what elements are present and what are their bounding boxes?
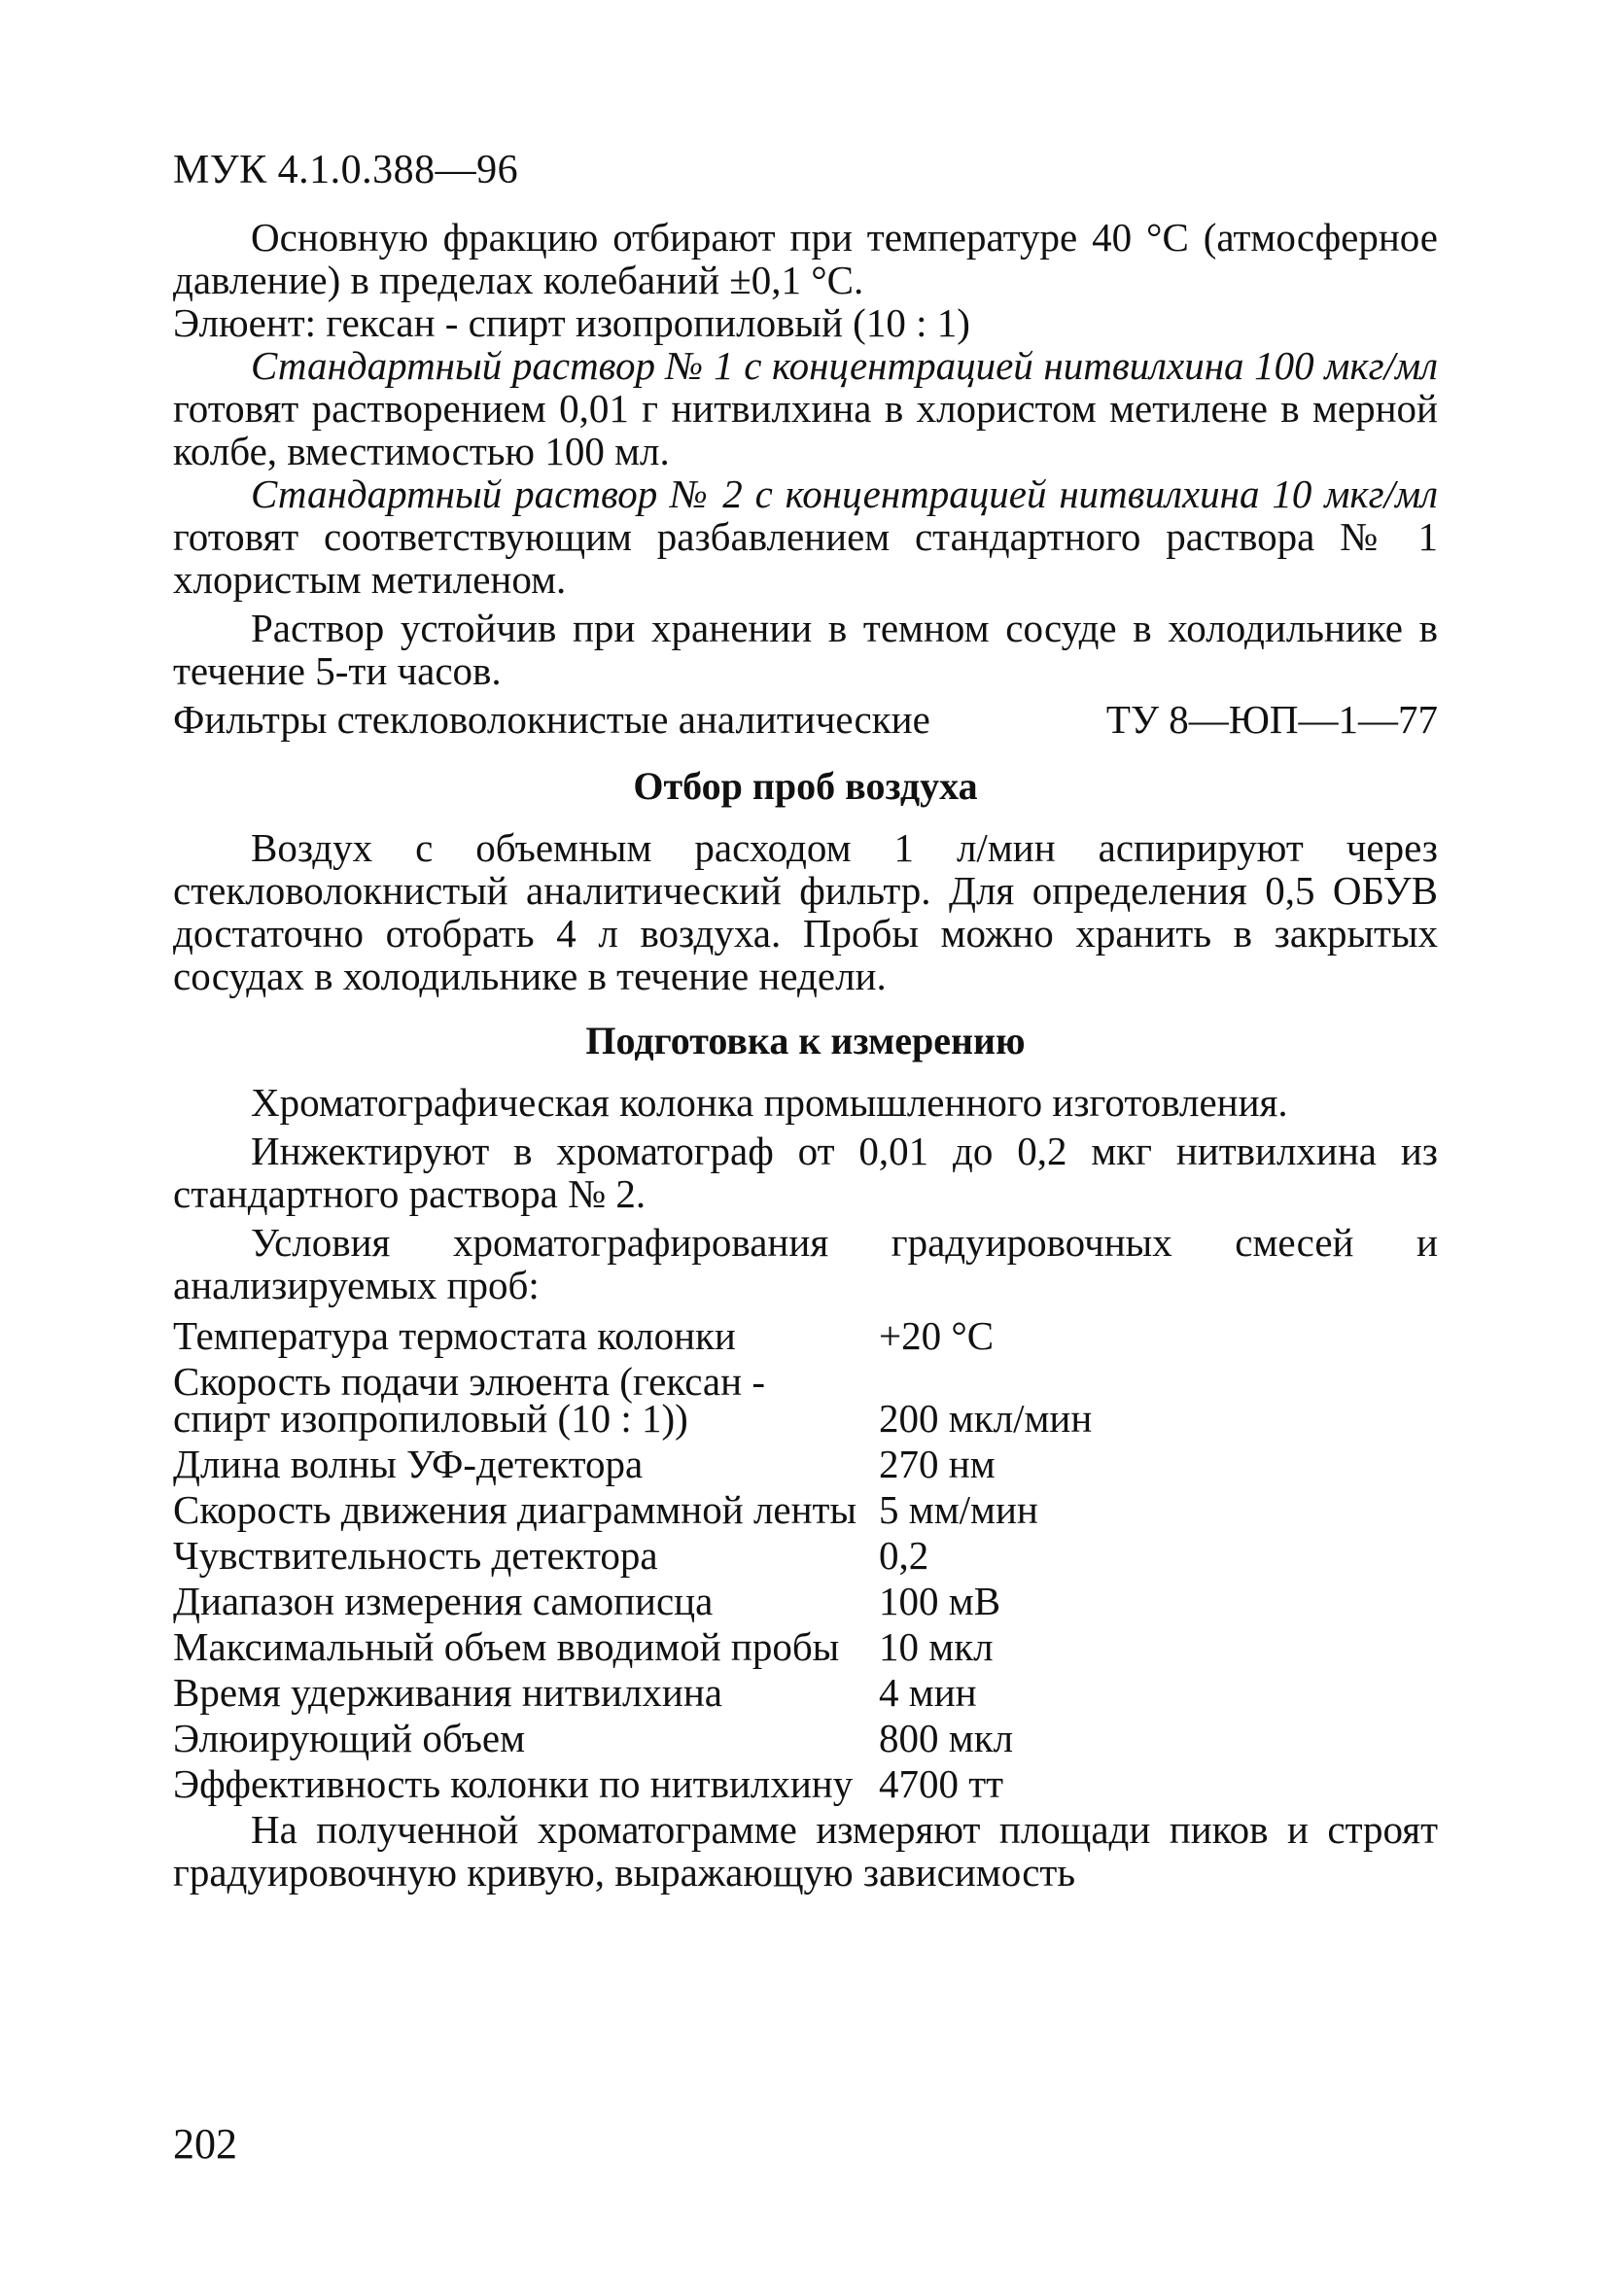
condition-value: 10 мкл bbox=[879, 1624, 994, 1669]
standard-solution-2-text: готовят соответствующим разбавлением стандартного раствора № 1 хлористым метиленом. bbox=[173, 514, 1438, 602]
condition-value: 270 нм bbox=[879, 1442, 996, 1486]
section-title-preparation: Подготовка к измерению bbox=[585, 1019, 1026, 1062]
condition-row bbox=[173, 1360, 1438, 1443]
paragraph-conditions-intro: Условия хроматографирования градуировочных смесей и анализируемых проб: bbox=[173, 1220, 1438, 1307]
paragraph-sampling: Воздух с объемным расходом 1 л/мин аспирируют через стекловолокнистый аналитический фильтр. Для определения 0,5 ОБУВ достаточно отобрать 4 л воздуха. Пробы можно хранить в закрытых сосудах в холодильнике в течение недели. bbox=[173, 825, 1438, 998]
condition-row bbox=[173, 1488, 1438, 1534]
condition-label: Элюирующий объем bbox=[173, 1716, 526, 1760]
condition-label: Скорость движения диаграммной ленты bbox=[173, 1487, 857, 1532]
condition-value: 4 мин bbox=[879, 1670, 977, 1715]
standard-solution-1-title: Стандартный раствор № 1 с концентрацией нитвилхина 100 мкг/мл bbox=[251, 343, 1438, 388]
condition-value: 200 мкл/мин bbox=[879, 1396, 1093, 1441]
condition-label: Скорость подачи элюента (гексан - спирт изопропиловый (10 : 1)) bbox=[173, 1359, 765, 1441]
filters-spec: ТУ 8—ЮП—1—77 bbox=[1105, 697, 1438, 742]
paragraph-standard-solution-2 bbox=[173, 472, 1438, 601]
condition-row bbox=[173, 1671, 1438, 1717]
condition-label: Длина волны УФ-детектора bbox=[173, 1442, 644, 1486]
paragraph-stability: Раствор устойчив при хранении в темном сосуде в холодильнике в течение 5-ти часов. bbox=[173, 606, 1438, 693]
condition-label: Чувствительность детектора bbox=[173, 1533, 658, 1578]
paragraph-injection: Инжектируют в хроматограф от 0,01 до 0,2 мкг нитвилхина из стандартного раствора № 2. bbox=[173, 1129, 1438, 1216]
standard-solution-1-text: готовят растворением 0,01 г нитвилхина в хлористом метилене в мерной колбе, вместимостью 100 мл. bbox=[173, 386, 1438, 473]
section-title-sampling: Отбор проб воздуха bbox=[633, 764, 978, 808]
condition-value: +20 °С bbox=[879, 1313, 995, 1358]
condition-value: 5 мм/мин bbox=[879, 1487, 1038, 1532]
condition-label: Эффективность колонки по нитвилхину bbox=[173, 1761, 854, 1806]
standard-solution-2-title: Стандартный раствор № 2 с концентрацией нитвилхина 10 мкг/мл bbox=[251, 471, 1438, 516]
condition-label: Диапазон измерения самописца bbox=[173, 1579, 714, 1623]
condition-label: Время удерживания нитвилхина bbox=[173, 1670, 722, 1715]
condition-row bbox=[173, 1580, 1438, 1625]
page-number: 202 bbox=[173, 2120, 237, 2168]
condition-row bbox=[173, 1625, 1438, 1671]
paragraph-chromatogram: На полученной хроматограмме измеряют площади пиков и строят градуировочную кривую, выражающую зависимость bbox=[173, 1807, 1438, 1895]
condition-label: Температура термостата колонки bbox=[173, 1313, 736, 1358]
condition-row bbox=[173, 1762, 1438, 1808]
condition-row bbox=[173, 1314, 1438, 1360]
filters-line bbox=[173, 696, 1438, 743]
condition-value: 0,2 bbox=[879, 1533, 929, 1578]
condition-row bbox=[173, 1443, 1438, 1488]
paragraph-main-fraction: Основную фракцию отбирают при температуре 40 °С (атмосферное давление) в пределах колебаний ±0,1 °С. bbox=[173, 215, 1438, 302]
condition-row bbox=[173, 1717, 1438, 1762]
condition-row bbox=[173, 1534, 1438, 1580]
paragraph-standard-solution-1 bbox=[173, 344, 1438, 472]
condition-value: 100 мВ bbox=[879, 1579, 1001, 1623]
condition-value: 800 мкл bbox=[879, 1716, 1014, 1760]
condition-label: Максимальный объем вводимой пробы bbox=[173, 1624, 840, 1669]
paragraph-eluent: Элюент: гексан - спирт изопропиловый (10 : 1) bbox=[173, 300, 970, 345]
condition-value: 4700 тт bbox=[879, 1761, 1004, 1806]
paragraph-column: Хроматографическая колонка промышленного изготовления. bbox=[251, 1080, 1288, 1125]
filters-label: Фильтры стекловолокнистые аналитические bbox=[173, 697, 930, 742]
conditions-table bbox=[173, 1314, 1438, 1808]
document-code-header: МУК 4.1.0.388—96 bbox=[173, 148, 519, 192]
